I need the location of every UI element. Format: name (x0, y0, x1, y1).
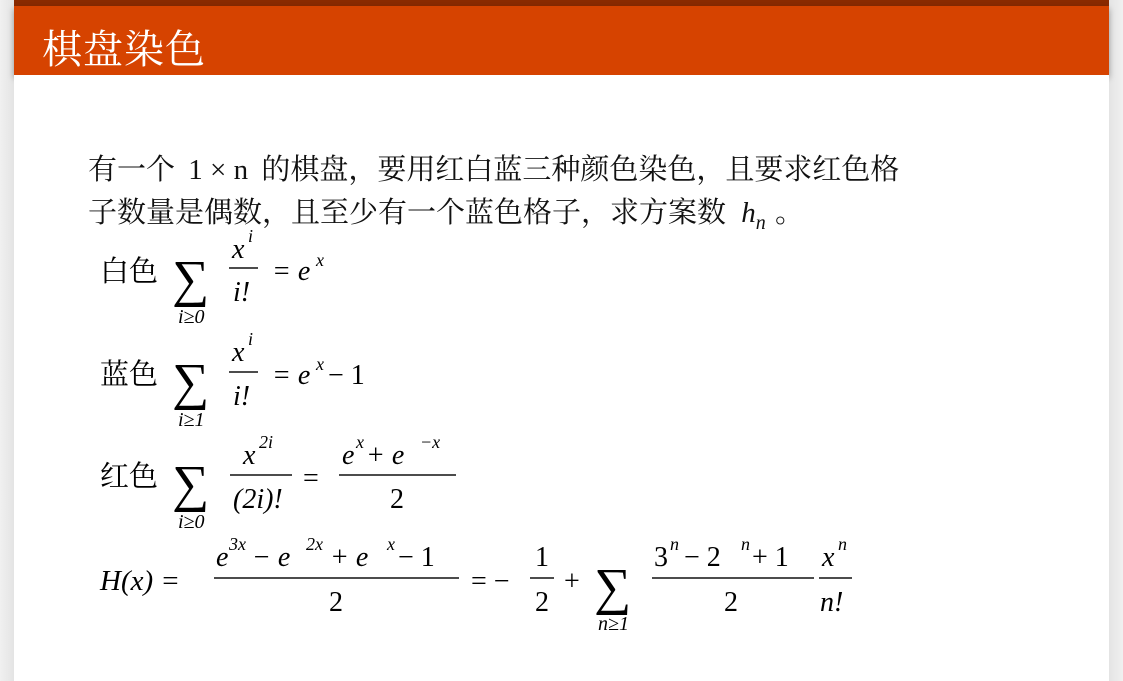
H-plus: + (564, 566, 580, 597)
H-f3-sup: n (838, 534, 847, 554)
H-num-sup3: x (387, 534, 395, 554)
white-num: x (232, 234, 245, 265)
problem-math-1: 1 × n (188, 154, 249, 186)
white-num-sup: i (248, 226, 254, 246)
sum-symbol-blue: ∑ (172, 354, 210, 411)
blue-rhs: = e (272, 360, 311, 391)
problem-text-1b: 的棋盘，要用红白蓝三种颜色染色，且要求红色格 (261, 152, 900, 186)
H-frac2-den: 2 (724, 587, 738, 618)
blue-den: i! (233, 381, 251, 412)
H-num-e2: − e (252, 542, 291, 573)
H-half-num: 1 (535, 542, 549, 573)
white-rhs-sup: x (316, 250, 324, 270)
H-num-sup2: 2x (306, 534, 323, 554)
problem-math-h: h (741, 197, 756, 229)
H-f2-3: 3 (654, 542, 668, 573)
sum-lower-blue: i≥1 (178, 409, 205, 431)
label-white: 白色 (100, 256, 159, 288)
H-f2-sup2: n (741, 534, 750, 554)
H-f2-tail: + 1 (752, 542, 789, 573)
slide-title: 棋盘染色 (42, 27, 206, 73)
blue-num-sup: i (248, 329, 254, 349)
H-f3-den: n! (820, 587, 844, 618)
red-rhs-num-sup2: −x (420, 432, 441, 452)
problem-text-2a: 子数量是偶数，且至少有一个蓝色格子，求方案数 (88, 195, 727, 229)
H-lhs: H(x) = (100, 565, 180, 597)
problem-text-1a: 有一个 (88, 152, 176, 186)
problem-math-sub: n (755, 211, 766, 234)
H-half-den: 2 (535, 587, 549, 618)
H-num-tail: − 1 (398, 542, 435, 573)
H-den: 2 (329, 587, 343, 618)
label-blue: 蓝色 (100, 359, 159, 391)
problem-text-2end: 。 (774, 195, 804, 229)
blue-rhs-sup: x (316, 354, 324, 374)
H-num-e3: + e (330, 542, 369, 573)
red-rhs-den: 2 (390, 484, 404, 515)
H-f2-mid: − 2 (684, 542, 721, 573)
sum-lower-red: i≥0 (178, 511, 205, 533)
red-rhs-num-e1: e (342, 440, 355, 471)
H-f3-num: x (822, 542, 835, 573)
sum-lower-H: n≥1 (598, 613, 629, 635)
sum-symbol-white: ∑ (172, 251, 210, 308)
sum-lower-white: i≥0 (178, 306, 205, 328)
red-num-sup: 2i (259, 432, 274, 452)
white-rhs: = e (272, 256, 311, 287)
label-red: 红色 (100, 461, 159, 493)
white-den: i! (233, 277, 251, 308)
red-eq: = (303, 463, 319, 494)
blue-num: x (232, 337, 245, 368)
red-num: x (243, 440, 256, 471)
H-num-e1: e (216, 542, 229, 573)
sum-symbol-H: ∑ (594, 559, 632, 616)
H-f2-sup1: n (670, 534, 679, 554)
sum-symbol-red: ∑ (172, 456, 210, 513)
H-eq2: = − (471, 566, 510, 597)
blue-rhs-tail: − 1 (328, 360, 365, 391)
red-den: (2i)! (233, 484, 283, 515)
red-rhs-num-sup1: x (356, 432, 364, 452)
H-num-sup1: 3x (229, 534, 246, 554)
red-rhs-num-mid: + e (366, 440, 405, 471)
